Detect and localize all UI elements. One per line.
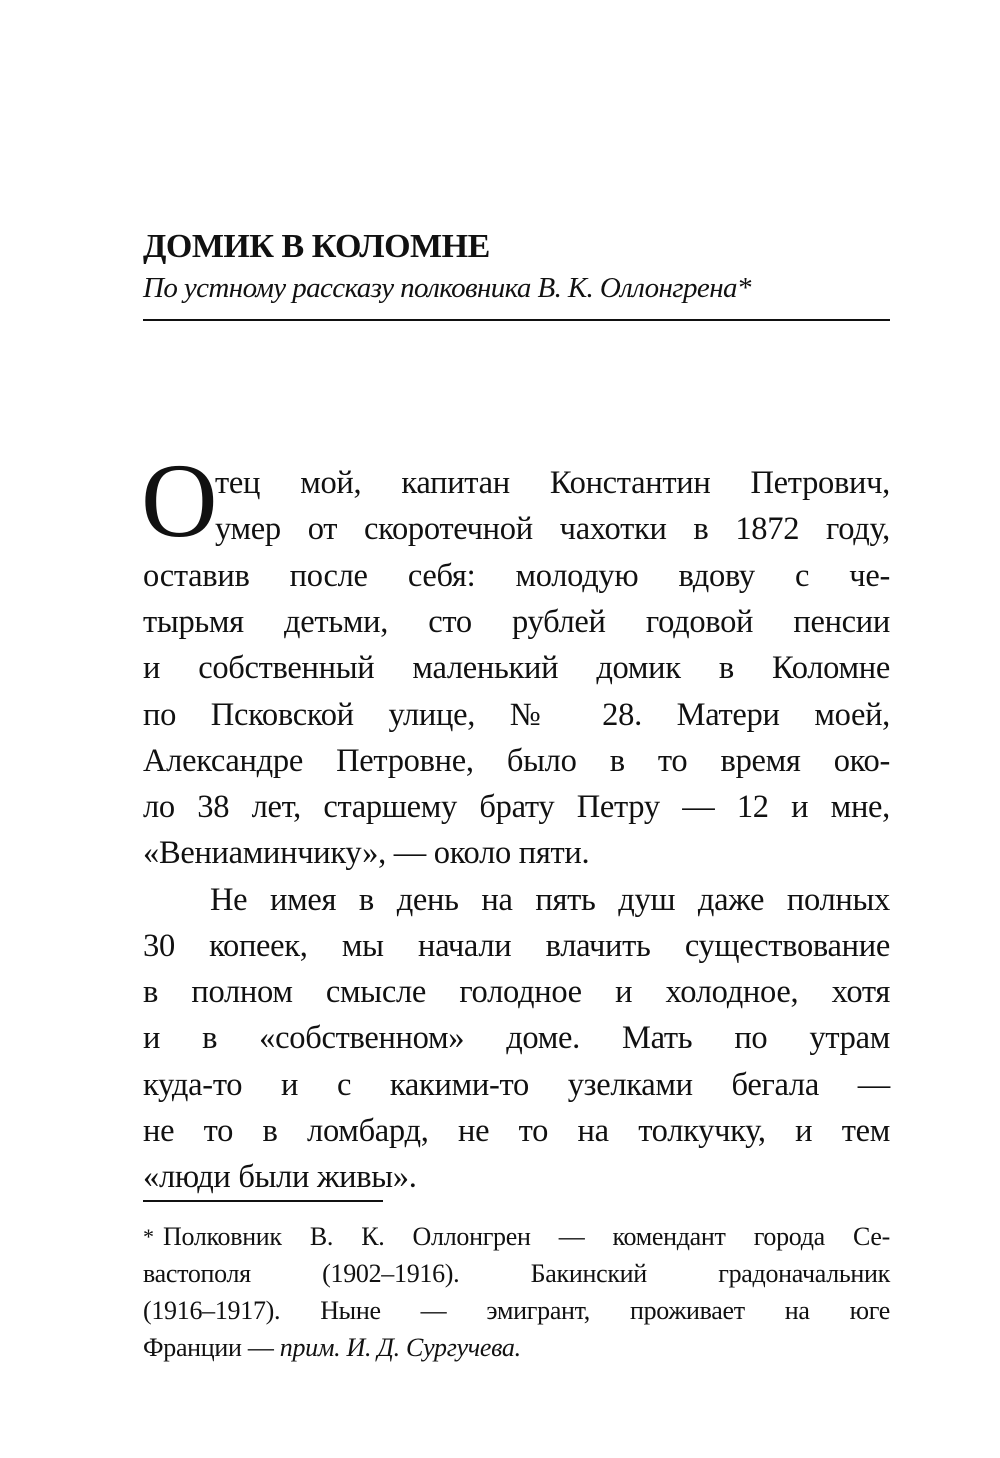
text-line: и в «собственном» доме. Мать по утрам [143, 1020, 890, 1056]
text-line: Не имея в день на пять душ даже полных [210, 882, 890, 918]
footnote-text: Франции — [143, 1333, 280, 1362]
text-line: Александре Петровне, было в то время око- [143, 743, 890, 779]
footnote-marker: * [143, 1224, 154, 1249]
footnote-line: вастополя (1902–1916). Бакинский градоначальник [143, 1259, 890, 1288]
text-line: 30 копеек, мы начали влачить существование [143, 928, 890, 964]
text-line: в полном смысле голодное и холодное, хотя [143, 974, 890, 1010]
drop-cap: О [141, 442, 218, 559]
text-line: тец мой, капитан Константин Петрович, [215, 465, 890, 501]
chapter-subtitle: По устному рассказу полковника В. К. Оллонгрена* [143, 272, 751, 304]
text-line: «Вениаминчику», — около пяти. [143, 835, 590, 871]
text-line: «люди были живы». [143, 1159, 417, 1195]
footnote-attribution: прим. И. Д. Сургучева. [279, 1333, 521, 1362]
footnote-line [143, 1329, 890, 1366]
text-line: умер от скоротечной чахотки в 1872 году, [215, 511, 890, 547]
text-line: и собственный маленький домик в Коломне [143, 650, 890, 686]
footnote-line: Полковник В. К. Оллонгрен — комендант города Се- [163, 1222, 890, 1251]
text-line: оставив после себя: молодую вдову с че- [143, 558, 890, 594]
text-line: не то в ломбард, не то на толкучку, и тем [143, 1113, 890, 1149]
text-line: ло 38 лет, старшему брату Петру — 12 и мне, [143, 789, 890, 825]
text-line: по Псковской улице, № 28. Матери моей, [143, 697, 890, 733]
chapter-title: ДОМИК В КОЛОМНЕ [143, 228, 490, 265]
footnote-rule [143, 1200, 383, 1202]
title-rule [143, 319, 890, 321]
text-line: тырьмя детьми, сто рублей годовой пенсии [143, 604, 890, 640]
text-line: куда-то и с какими-то узелками бегала — [143, 1067, 890, 1103]
footnote-line: (1916–1917). Ныне — эмигрант, проживает на юге [143, 1296, 890, 1325]
